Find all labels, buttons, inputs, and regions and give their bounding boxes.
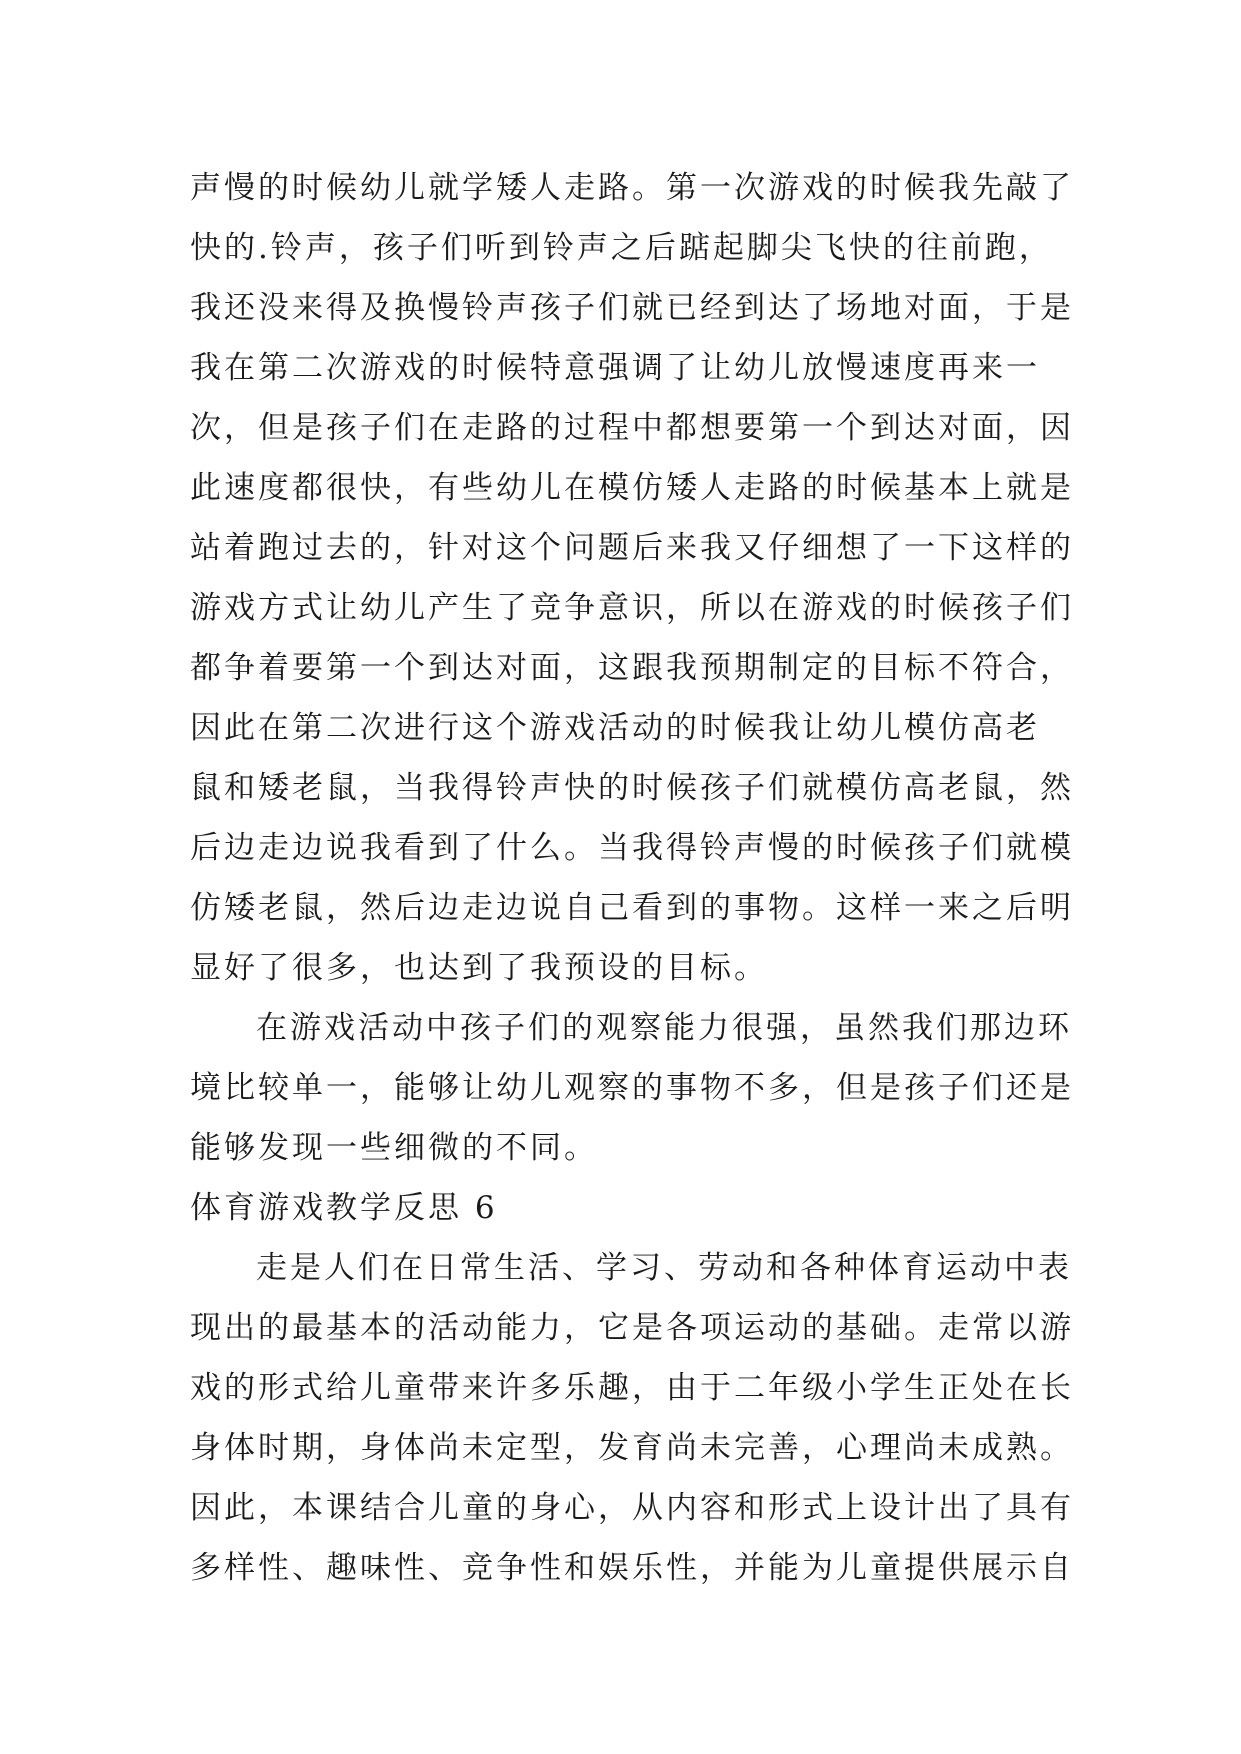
text-line: 因此，本课结合儿童的身心，从内容和形式上设计出了具有 — [190, 1490, 1074, 1526]
text-line: 游戏方式让幼儿产生了竞争意识，所以在游戏的时候孩子们 — [190, 590, 1074, 626]
text-line: 后边走边说我看到了什么。当我得铃声慢的时候孩子们就模 — [190, 830, 1074, 866]
paragraph-continued — [190, 158, 1074, 998]
text-line: 戏的形式给儿童带来许多乐趣，由于二年级小学生正处在长 — [190, 1370, 1074, 1406]
text-line: 境比较单一，能够让幼儿观察的事物不多，但是孩子们还是 — [190, 1070, 1074, 1106]
paragraph-walking — [190, 1238, 1074, 1598]
text-line: 声慢的时候幼儿就学矮人走路。第一次游戏的时候我先敲了 — [190, 170, 1074, 206]
paragraph-observation — [190, 998, 1074, 1178]
section-heading — [190, 1178, 1070, 1238]
text-line: 在游戏活动中孩子们的观察能力很强，虽然我们那边环 — [256, 1010, 1072, 1046]
text-line: 都争着要第一个到达对面，这跟我预期制定的目标不符合， — [190, 650, 1074, 686]
text-line: 因此在第二次进行这个游戏活动的时候我让幼儿模仿高老 — [190, 710, 1040, 746]
text-line: 能够发现一些细微的不同。 — [190, 1130, 598, 1166]
heading-text: 体育游戏教学反思 6 — [190, 1190, 498, 1226]
body-text — [190, 158, 1074, 1598]
text-line: 身体时期，身体尚未定型，发育尚未完善，心理尚未成熟。 — [190, 1430, 1074, 1466]
text-line: 我还没来得及换慢铃声孩子们就已经到达了场地对面，于是 — [190, 290, 1074, 326]
text-line: 走是人们在日常生活、学习、劳动和各种体育运动中表 — [256, 1250, 1072, 1286]
text-line: 站着跑过去的，针对这个问题后来我又仔细想了一下这样的 — [190, 530, 1074, 566]
text-line: 次，但是孩子们在走路的过程中都想要第一个到达对面，因 — [190, 410, 1074, 446]
text-line: 我在第二次游戏的时候特意强调了让幼儿放慢速度再来一 — [190, 350, 1040, 386]
text-line: 显好了很多，也达到了我预设的目标。 — [190, 950, 768, 986]
text-line: 仿矮老鼠，然后边走边说自己看到的事物。这样一来之后明 — [190, 890, 1074, 926]
text-line: 多样性、趣味性、竞争性和娱乐性，并能为儿童提供展示自 — [190, 1550, 1074, 1586]
text-line: 此速度都很快，有些幼儿在模仿矮人走路的时候基本上就是 — [190, 470, 1074, 506]
text-line: 快的.铃声，孩子们听到铃声之后踮起脚尖飞快的往前跑， — [190, 230, 1053, 266]
text-line: 现出的最基本的活动能力，它是各项运动的基础。走常以游 — [190, 1310, 1074, 1346]
text-line: 鼠和矮老鼠，当我得铃声快的时候孩子们就模仿高老鼠，然 — [190, 770, 1074, 806]
